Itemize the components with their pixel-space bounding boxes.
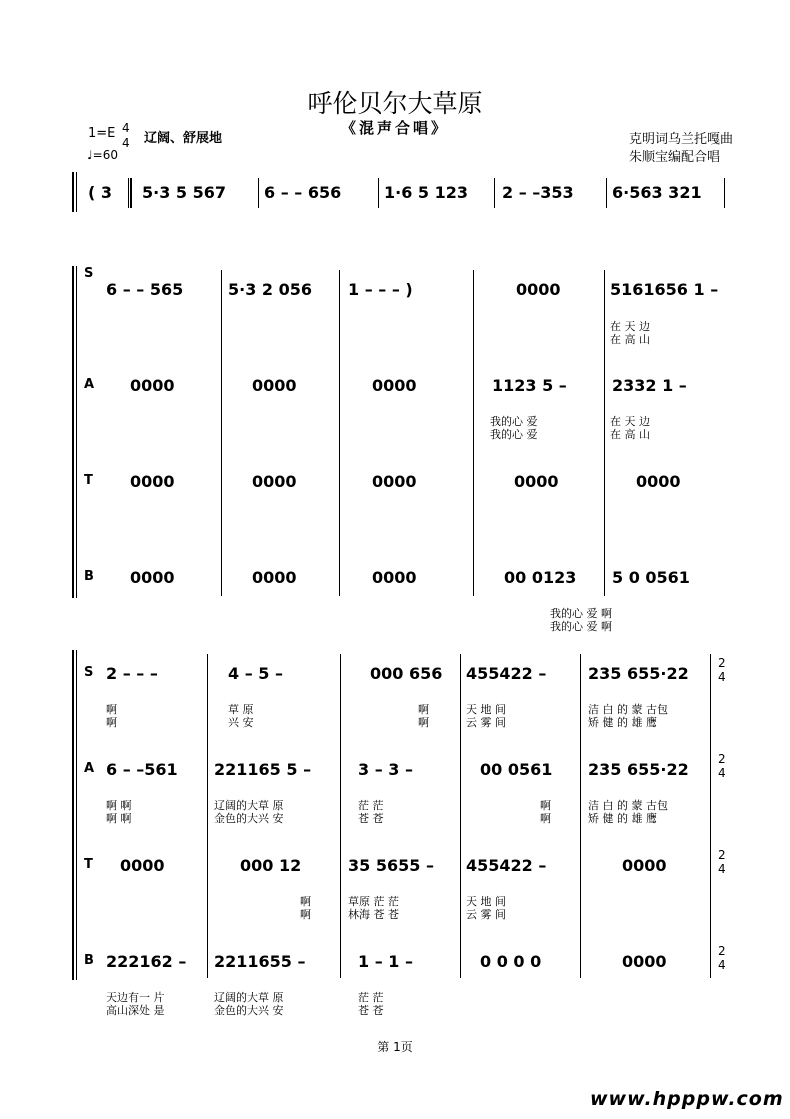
measure: 1123 5 –	[492, 376, 567, 395]
measure: 00 0123	[504, 568, 577, 587]
lyric: 辽阔的大草 原	[214, 799, 284, 812]
measure: 0000	[622, 856, 667, 875]
measure: 000 656	[370, 664, 443, 683]
lyric: 苍 苍	[358, 1004, 384, 1017]
lyric: 金色的大兴 安	[214, 812, 284, 825]
measure: 0 0 0 0	[480, 952, 542, 971]
measure: 235 655·22	[588, 664, 689, 683]
measure: 221165 5 –	[214, 760, 312, 779]
time-signature	[122, 121, 130, 151]
part-label-soprano: S	[84, 266, 94, 281]
time-signature-bottom: 4	[122, 136, 130, 150]
measure: 6·563 321	[612, 183, 702, 202]
lyric: 啊 啊	[106, 812, 132, 825]
lyric: 茫 茫	[358, 991, 384, 1004]
time-change-bottom: 4	[718, 862, 726, 876]
time-signature-top: 4	[122, 121, 130, 135]
measure: 5·3 5 567	[142, 183, 227, 202]
lyric: 林海 苍 苍	[348, 908, 399, 921]
measure: 235 655·22	[588, 760, 689, 779]
measure: 1·6 5 123	[384, 183, 469, 202]
measure: 0000	[130, 376, 175, 395]
time-change	[718, 848, 726, 876]
measure: ( 3	[88, 183, 113, 202]
measure: 0000	[372, 568, 417, 587]
time-change	[718, 656, 726, 684]
measure: 2 – –353	[502, 183, 574, 202]
time-change-bottom: 4	[718, 958, 726, 972]
lyric: 茫 茫	[358, 799, 384, 812]
measure: 0000	[252, 376, 297, 395]
lyric: 矫 健 的 雄 鹰	[588, 716, 657, 729]
measure: 5161656 1 –	[610, 280, 719, 299]
time-change	[718, 944, 726, 972]
measure: 0000	[130, 472, 175, 491]
lyric: 天 地 间	[466, 895, 506, 908]
measure: 000 12	[240, 856, 302, 875]
part-label-bass: B	[84, 953, 94, 968]
lyric: 啊	[540, 812, 551, 825]
part-label-alto: A	[84, 377, 95, 392]
lyric: 我的心 爱 啊	[550, 607, 612, 620]
lyric: 天 地 间	[466, 703, 506, 716]
measure: 2 – – –	[106, 664, 158, 683]
part-label-tenor: T	[84, 857, 93, 872]
measure: 0000	[252, 472, 297, 491]
measure: 455422 –	[466, 856, 547, 875]
lyric: 云 雾 间	[466, 908, 506, 921]
part-label-alto: A	[84, 761, 95, 776]
measure: 0000	[372, 376, 417, 395]
lyric: 啊	[300, 908, 311, 921]
lyric: 在 天 边	[610, 320, 650, 333]
tempo-value: =60	[92, 148, 118, 162]
lyric: 在 高 山	[610, 428, 650, 441]
measure: 1 – – – )	[348, 280, 413, 299]
lyric: 兴 安	[228, 716, 254, 729]
measure: 222162 –	[106, 952, 187, 971]
lyric: 啊	[418, 703, 429, 716]
measure: 0000	[636, 472, 681, 491]
time-change-top: 2	[718, 656, 726, 670]
measure: 6 – –561	[106, 760, 178, 779]
lyric: 在 高 山	[610, 333, 650, 346]
page-number: 第 1页	[377, 1040, 413, 1054]
measure: 5 0 0561	[612, 568, 690, 587]
lyric: 云 雾 间	[466, 716, 506, 729]
key-signature: 1=E	[88, 126, 116, 141]
page-subtitle: 《混声合唱》	[340, 119, 449, 137]
part-label-tenor: T	[84, 473, 93, 488]
measure: 0000	[120, 856, 165, 875]
lyric: 我的心 爱 啊	[550, 620, 612, 633]
site-watermark: www.hpppw.com	[590, 1088, 784, 1110]
measure: 0000	[514, 472, 559, 491]
lyric: 洁 白 的 蒙 古包	[588, 799, 668, 812]
lyric: 辽阔的大草 原	[214, 991, 284, 1004]
lyric: 在 天 边	[610, 415, 650, 428]
lyric: 啊	[106, 703, 117, 716]
time-change	[718, 752, 726, 780]
lyric: 我的心 爱	[490, 415, 538, 428]
time-change-bottom: 4	[718, 766, 726, 780]
lyric: 啊	[300, 895, 311, 908]
lyric: 洁 白 的 蒙 古包	[588, 703, 668, 716]
measure: 3 – 3 –	[358, 760, 413, 779]
lyric: 啊	[106, 716, 117, 729]
measure: 2211655 –	[214, 952, 306, 971]
measure: 6 – – 565	[106, 280, 184, 299]
measure: 2332 1 –	[612, 376, 687, 395]
measure: 5·3 2 056	[228, 280, 313, 299]
part-label-soprano: S	[84, 665, 94, 680]
credit-arranger: 朱顺宝编配合唱	[629, 150, 721, 165]
measure: 455422 –	[466, 664, 547, 683]
time-change-top: 2	[718, 752, 726, 766]
expression-mark: 辽阔、舒展地	[144, 131, 223, 146]
time-change-bottom: 4	[718, 670, 726, 684]
lyric: 我的心 爱	[490, 428, 538, 441]
page-title: 呼伦贝尔大草原	[307, 89, 483, 118]
credit-composer: 克明词乌兰托嘎曲	[629, 132, 734, 147]
measure: 4 – 5 –	[228, 664, 283, 683]
lyric: 高山深处 是	[106, 1004, 165, 1017]
measure: 0000	[130, 568, 175, 587]
measure: 0000	[622, 952, 667, 971]
lyric: 矫 健 的 雄 鹰	[588, 812, 657, 825]
time-change-top: 2	[718, 944, 726, 958]
measure: 35 5655 –	[348, 856, 434, 875]
measure: 0000	[516, 280, 561, 299]
lyric: 金色的大兴 安	[214, 1004, 284, 1017]
measure: 00 0561	[480, 760, 553, 779]
measure: 6 – – 656	[264, 183, 342, 202]
lyric: 苍 苍	[358, 812, 384, 825]
measure: 0000	[252, 568, 297, 587]
time-change-top: 2	[718, 848, 726, 862]
lyric: 啊 啊	[106, 799, 132, 812]
tempo-mark	[87, 148, 118, 162]
lyric: 天边有一 片	[106, 991, 165, 1004]
lyric: 啊	[540, 799, 551, 812]
part-label-bass: B	[84, 569, 94, 584]
measure: 1 – 1 –	[358, 952, 413, 971]
measure: 0000	[372, 472, 417, 491]
lyric: 啊	[418, 716, 429, 729]
quarter-note-icon: ♩	[87, 148, 93, 162]
lyric: 草 原	[228, 703, 254, 716]
lyric: 草原 茫 茫	[348, 895, 399, 908]
